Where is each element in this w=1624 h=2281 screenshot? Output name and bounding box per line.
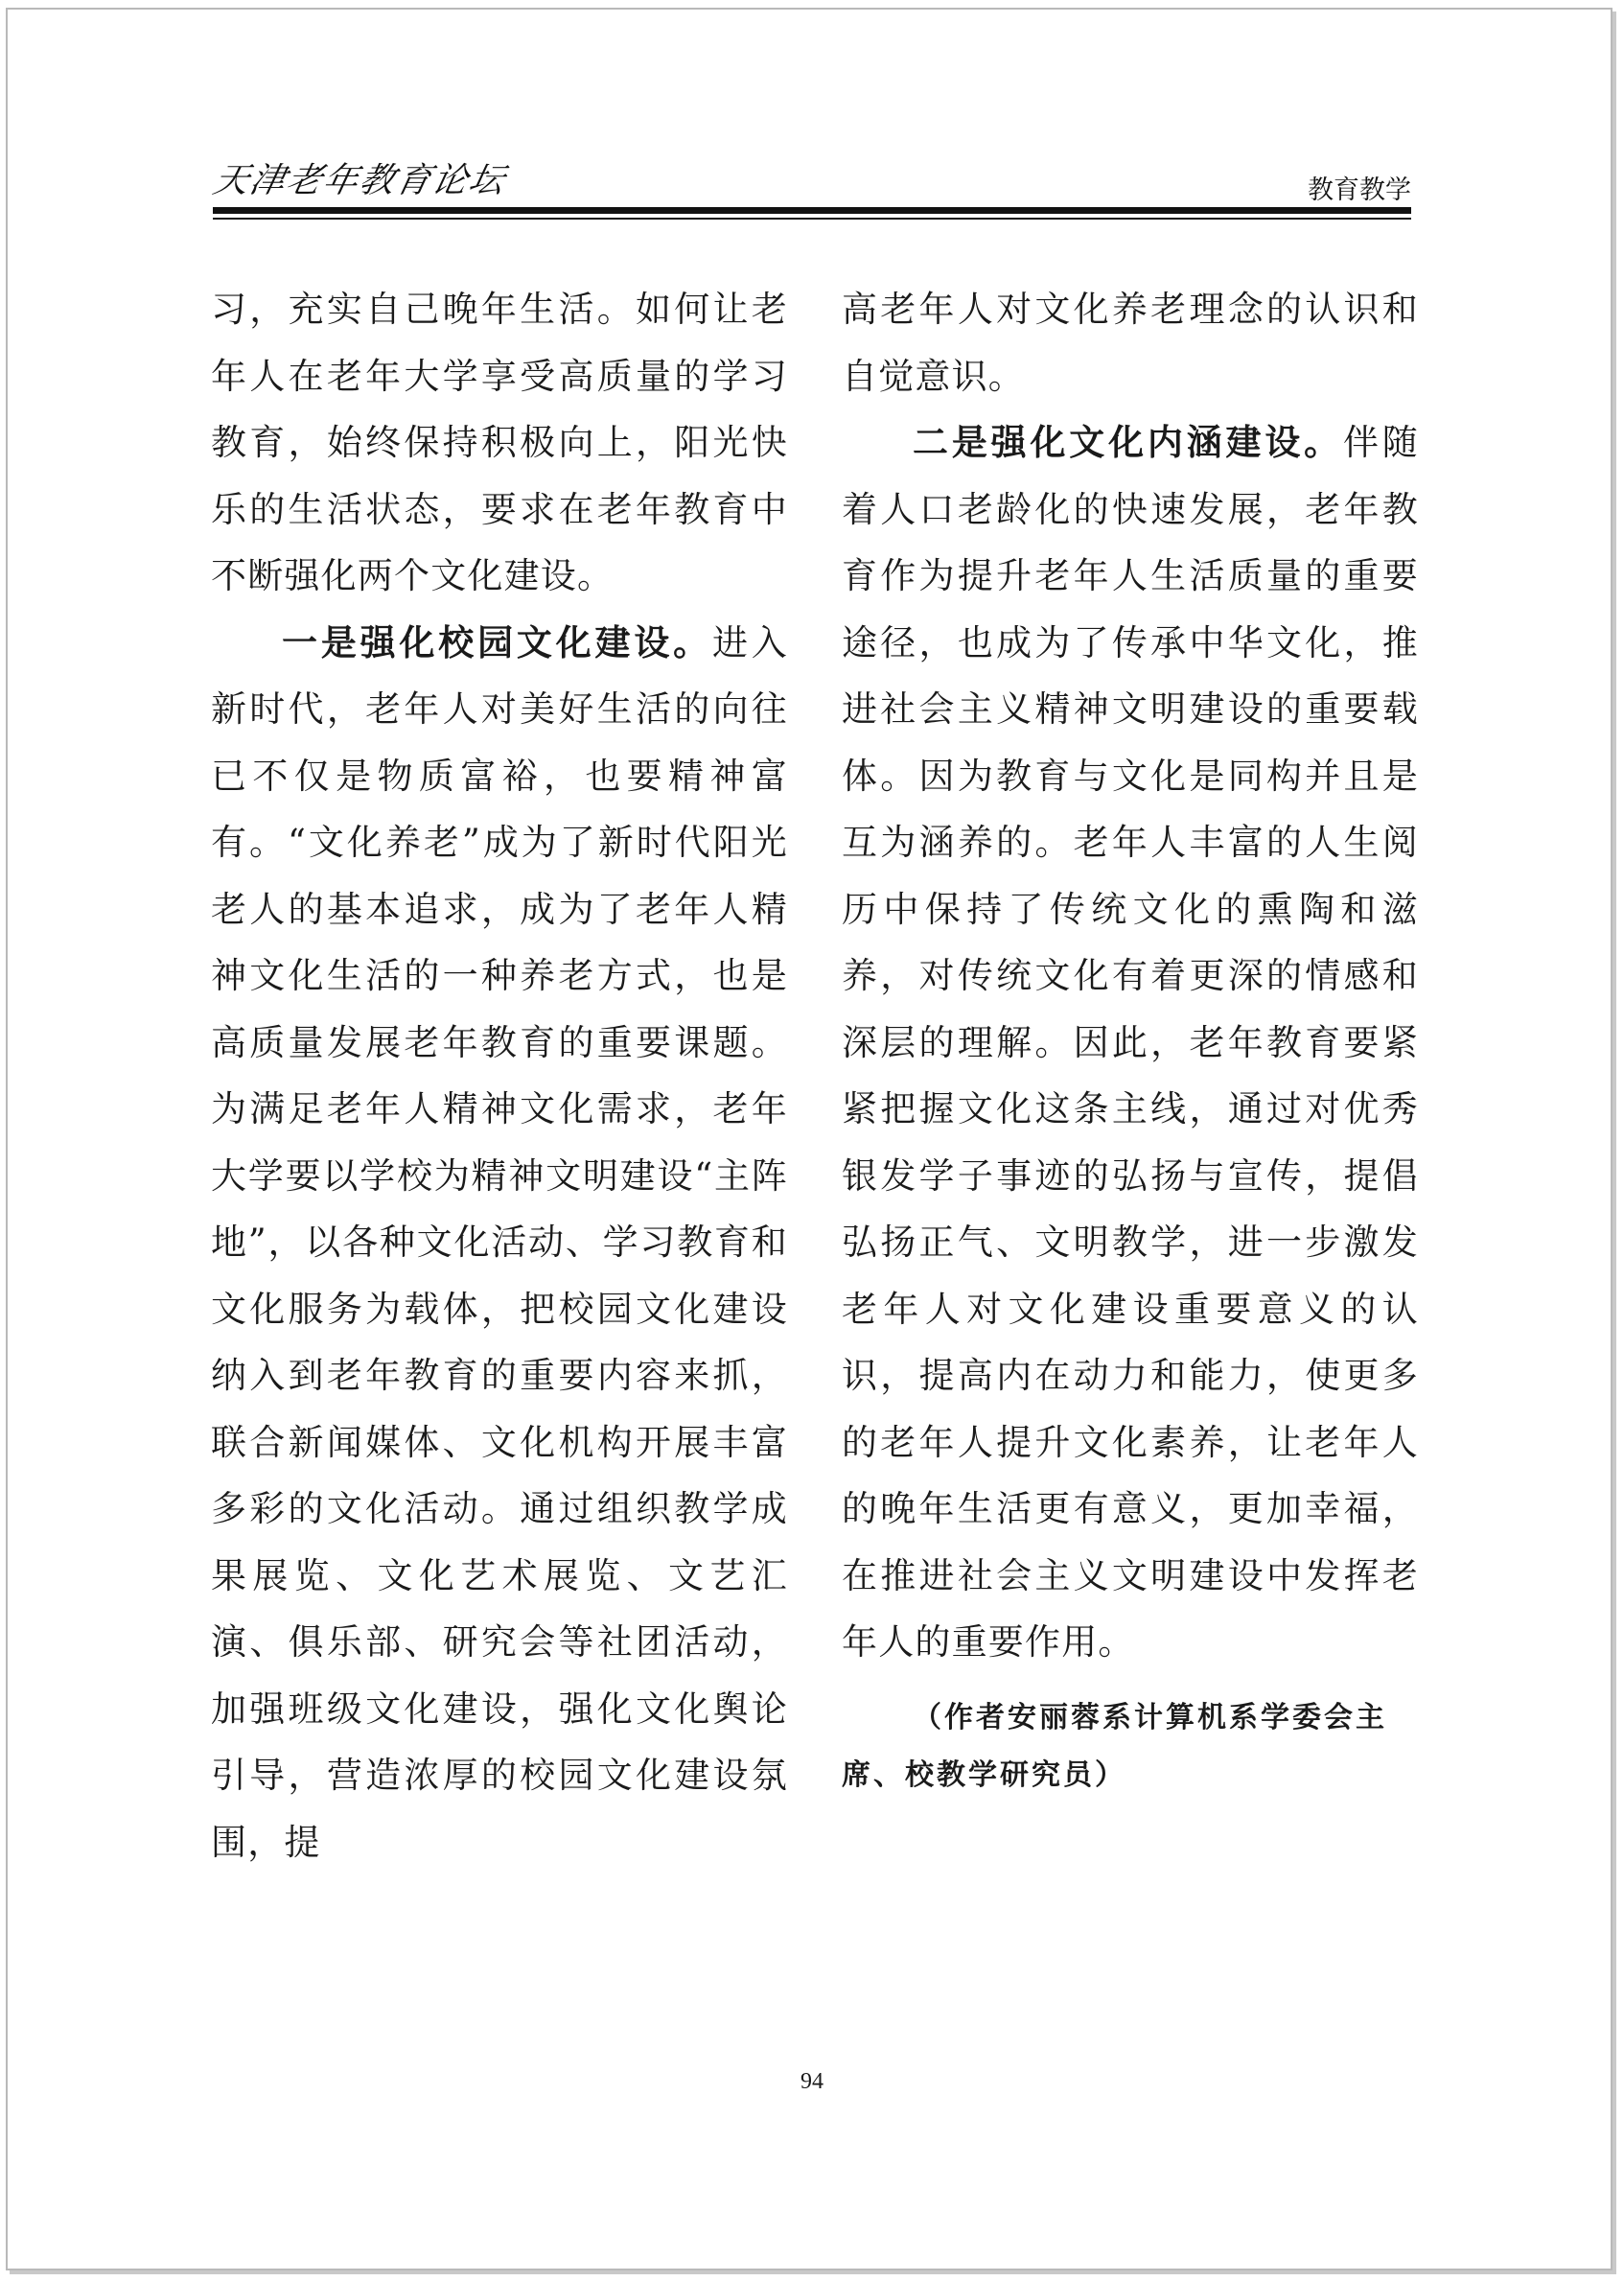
paragraph-cultural-connotation [842,409,1419,1676]
left-column [211,276,788,1875]
header-rule-thick [213,207,1411,214]
paragraph-lead: 一是强化校园文化建设。 [282,620,712,663]
section-label: 教育教学 [1308,175,1411,205]
paragraph-campus-culture [211,610,788,1876]
paragraph-body: 进入新时代，老年人对美好生活的向往已不仅是物质富裕，也要精神富有。“文化养老”成为了新时代阳光老人的基本追求，成为了老年人精神文化生活的一种养老方式，也是高质量发展老年教育的重要课题。为满足老年人精神文化需求，老年大学要以学校为精神文明建设“主阵地”，以各种文化活动、学习教育和文化服务为载体，把校园文化建设纳入到老年教育的重要内容来抓，联合新闻媒体、文化机构开展丰富多彩的文化活动。通过组织教学成果展览、文化艺术展览、文艺汇演、俱乐部、研究会等社团活动，加强班级文化建设，强化文化舆论引导，营造浓厚的校园文化建设氛围，提 [211,621,789,1863]
paragraph-body: 伴随着人口老龄化的快速发展，老年教育作为提升老年人生活质量的重要途径，也成为了传承中华文化，推进社会主义精神文明建设的重要载体。因为教育与文化是同构并且是互为涵养的。老年人丰富的人生阅历中保持了传统文化的熏陶和滋养，对传统文化有着更深的情感和深层的理解。因此，老年教育要紧紧把握文化这条主线，通过对优秀银发学子事迹的弘扬与宣传，提倡弘扬正气、文明教学，进一步激发老年人对文化建设重要意义的认识，提高内在动力和能力，使更多的老年人提升文化素养，让老年人的晚年生活更有意义，更加幸福，在推进社会主义文明建设中发挥老年人的重要作用。 [842,422,1420,1663]
author-byline: （作者安丽蓉系计算机系学委会主席、校教学研究员） [842,1700,1387,1792]
header-rule-thin [213,218,1411,220]
right-column [842,276,1419,1804]
paragraph-lead: 二是强化文化内涵建设。 [913,421,1343,463]
paragraph-continued: 高老年人对文化养老理念的认识和自觉意识。 [842,289,1419,397]
page-number: 94 [800,2069,824,2094]
paragraph-intro: 习，充实自己晚年生活。如何让老年人在老年大学享受高质量的学习教育，始终保持积极向上，阳光快乐的生活状态，要求在老年教育中不断强化两个文化建设。 [211,289,788,596]
journal-logo: 天津老年教育论坛 [210,161,510,200]
